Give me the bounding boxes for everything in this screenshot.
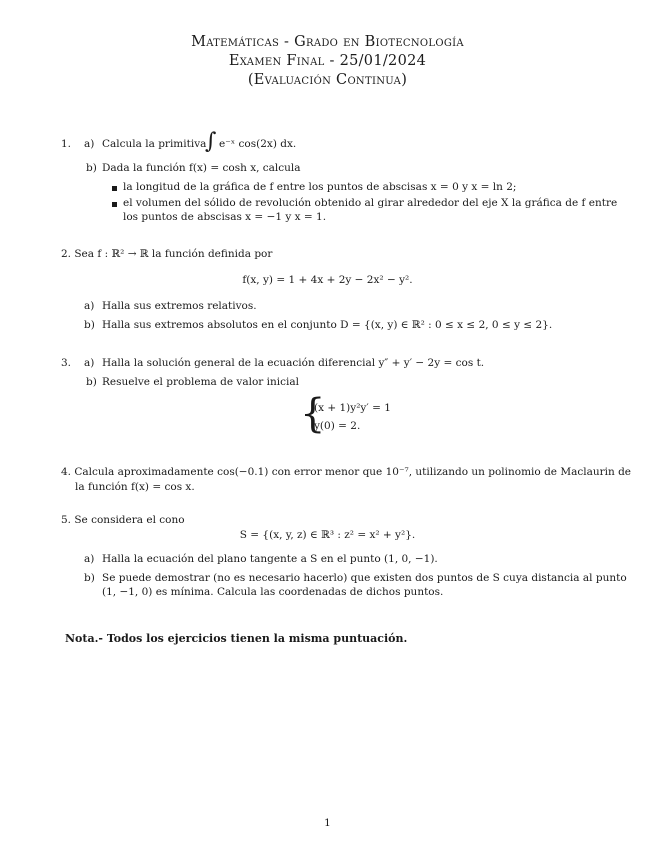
- bullet-icon: [112, 202, 117, 207]
- problem-1b-label: b): [86, 162, 97, 174]
- problem-2-function: f(x, y) = 1 + 4x + 2y − 2x² − y².: [242, 274, 413, 286]
- problem-5-cone-set: S = {(x, y, z) ∈ ℝ³ : z² = x² + y²}.: [239, 529, 416, 541]
- problem-3b-text: Resuelve el problema de valor inicial: [102, 376, 299, 388]
- exam-title-subject: Matemáticas - Grado en Biotecnología: [191, 34, 464, 50]
- problem-1b-item-1: la longitud de la gráfica de f entre los puntos de abscisas x = 0 y x = ln 2;: [123, 181, 517, 193]
- problem-4-line-2: la función f(x) = cos x.: [75, 481, 195, 493]
- problem-2b-text: Halla sus extremos absolutos en el conjunto D = {(x, y) ∈ ℝ² : 0 ≤ x ≤ 2, 0 ≤ y ≤ 2}.: [102, 319, 553, 331]
- bullet-icon: [112, 186, 117, 191]
- exam-note: Nota.- Todos los ejercicios tienen la misma puntuación.: [65, 632, 408, 645]
- ivp-equation: (x + 1)y²y′ = 1: [314, 402, 391, 414]
- problem-2-intro: 2. Sea f : ℝ² → ℝ la función definida por: [61, 248, 273, 260]
- page-number: 1: [324, 817, 331, 829]
- problem-1a-integrand: e⁻ˣ cos(2x) dx.: [219, 138, 297, 150]
- problem-5b-line-1: Se puede demostrar (no es necesario hacerlo) que existen dos puntos de S cuya distancia al punto: [102, 572, 627, 584]
- integral-sign: ∫: [205, 129, 217, 154]
- problem-2b-label: b): [84, 319, 95, 331]
- problem-1a-text: Calcula la primitiva: [102, 138, 207, 150]
- problem-3b-label: b): [86, 376, 97, 388]
- problem-5a-text: Halla la ecuación del plano tangente a S en el punto (1, 0, −1).: [102, 553, 438, 565]
- problem-3a-label: a): [84, 357, 95, 369]
- problem-1b-text: Dada la función f(x) = cosh x, calcula: [102, 162, 301, 174]
- problem-1a-label: a): [84, 138, 95, 150]
- problem-3-number: 3.: [61, 357, 72, 369]
- system-brace: {: [300, 391, 326, 437]
- problem-5a-label: a): [84, 553, 95, 565]
- problem-3a-text: Halla la solución general de la ecuación diferencial y″ + y′ − 2y = cos t.: [102, 357, 485, 369]
- problem-4-line-1: 4. Calcula aproximadamente cos(−0.1) con error menor que 10⁻⁷, utilizando un polinomio de Maclaurin de: [61, 466, 632, 478]
- ivp-initial-condition: y(0) = 2.: [314, 420, 361, 432]
- problem-5b-line-2: (1, −1, 0) es mínima. Calcula las coordenadas de dichos puntos.: [102, 586, 444, 598]
- problem-2a-text: Halla sus extremos relativos.: [102, 300, 257, 312]
- problem-2a-label: a): [84, 300, 95, 312]
- problem-1b-item-2-line-2: los puntos de abscisas x = −1 y x = 1.: [123, 211, 327, 223]
- problem-5b-label: b): [84, 572, 95, 584]
- problem-1b-item-2-line-1: el volumen del sólido de revolución obtenido al girar alrededor del eje X la gráfica de f entre: [123, 197, 618, 209]
- problem-1-number: 1.: [61, 138, 72, 150]
- exam-title-mode: (Evaluación Continua): [247, 72, 408, 88]
- problem-5-intro: 5. Se considera el cono: [61, 514, 185, 526]
- exam-title-date: Examen Final - 25/01/2024: [228, 53, 427, 69]
